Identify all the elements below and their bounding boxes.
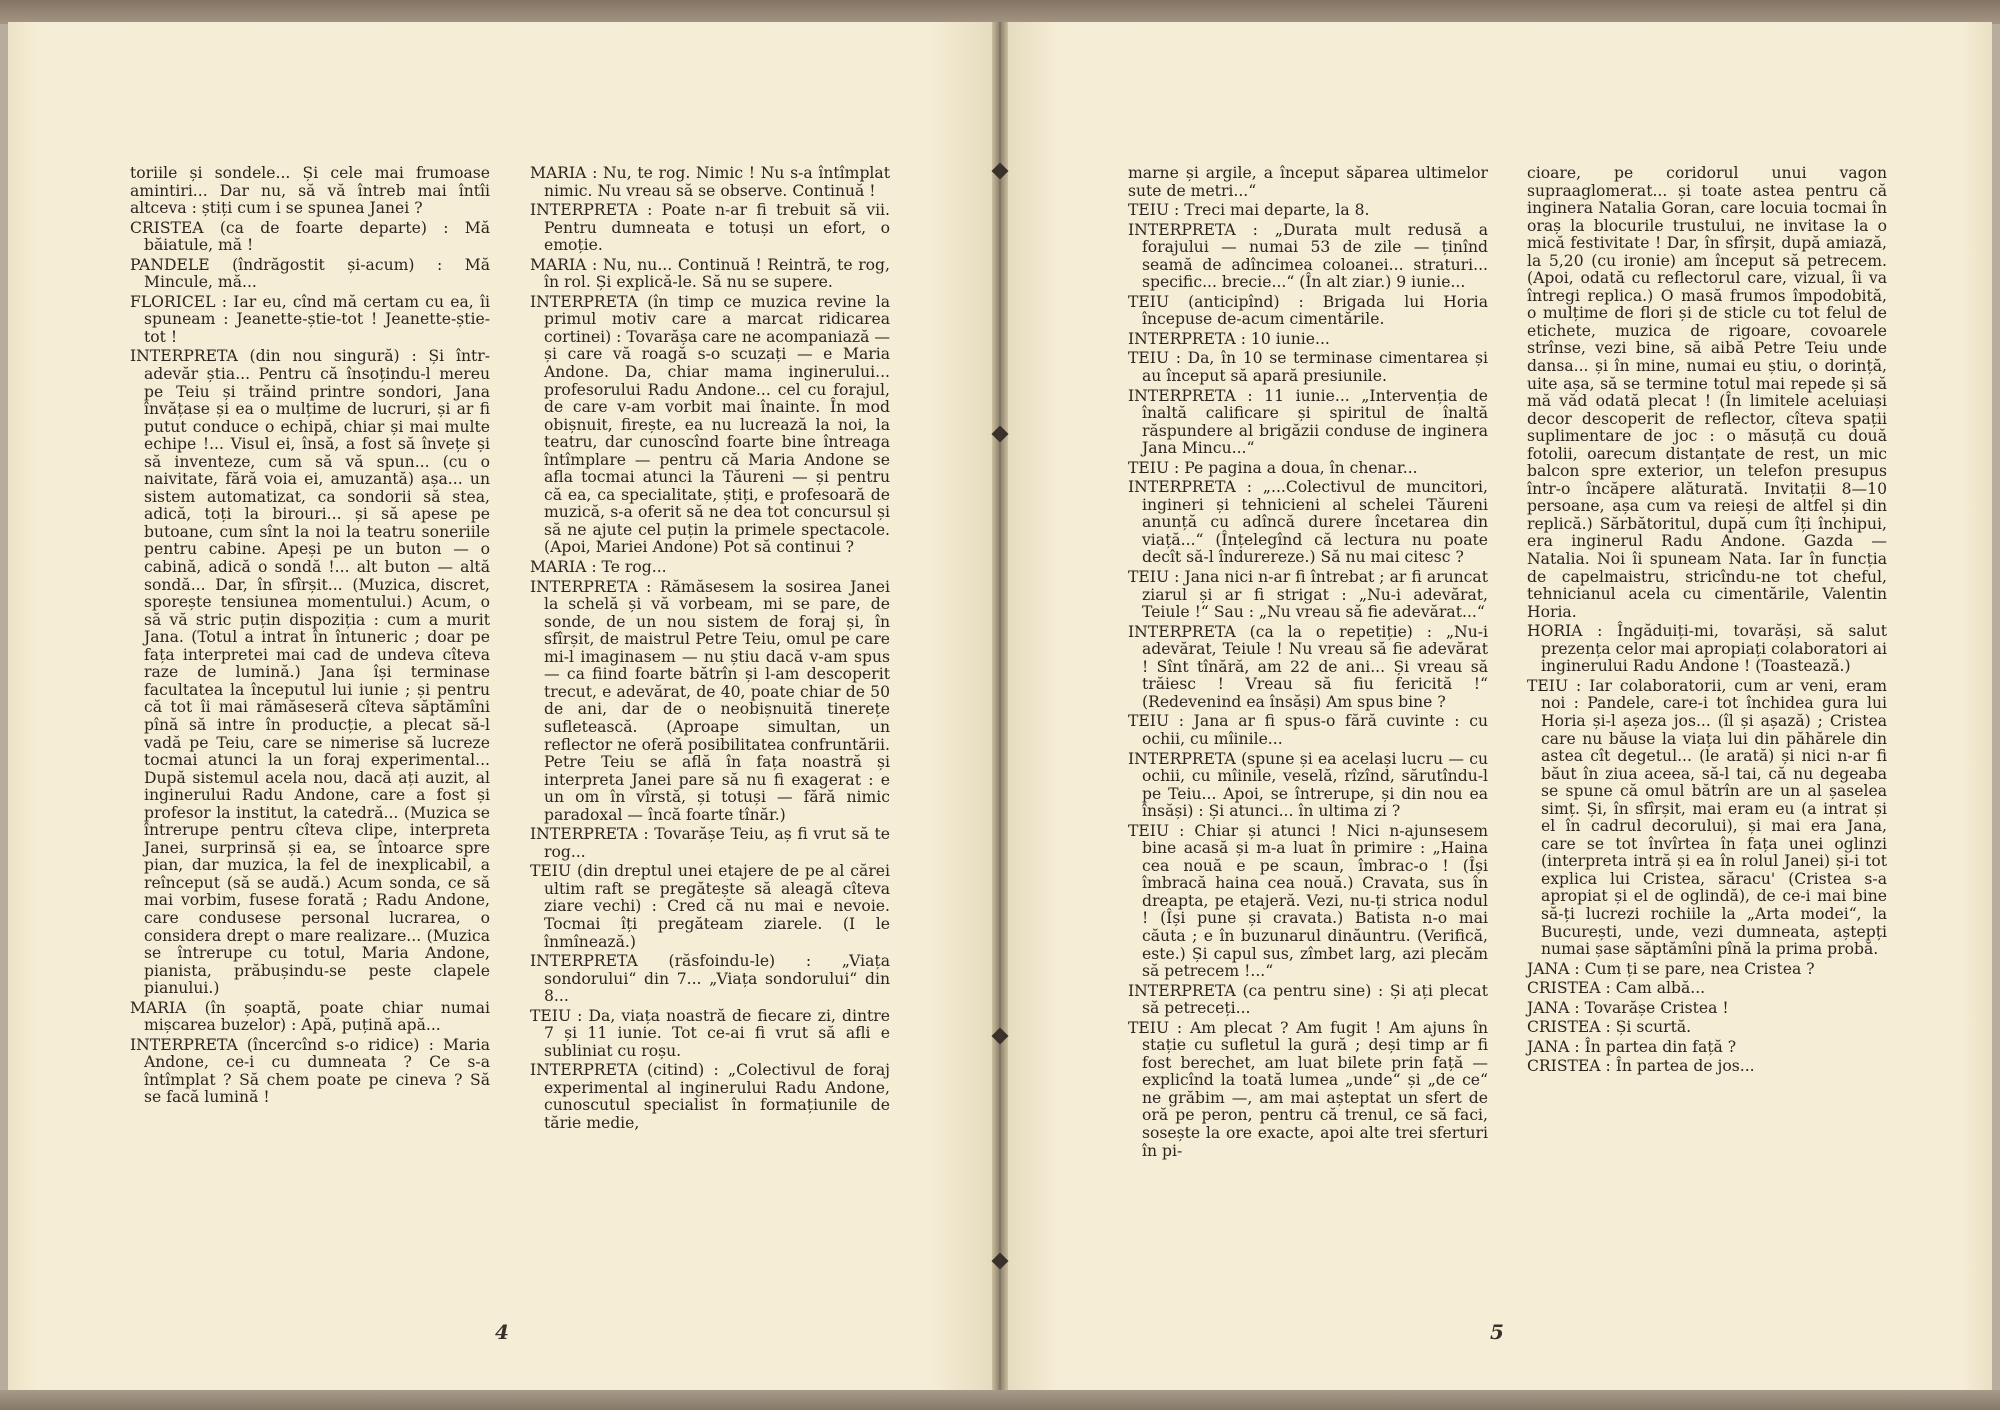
text-paragraph: CRISTEA : Cam albă... (1527, 979, 1706, 998)
book-cover-bottom (0, 1390, 2000, 1410)
text-paragraph: toriile și sondele... Și cele mai frumoase amintiri... Dar nu, să vă întreb mai întîi altceva : știți cum i se spunea Janei ? (130, 164, 490, 218)
text-paragraph: INTERPRETA (în timp ce muzica revine la primul motiv care a marcat ridicarea cortinei) : Tovarășa care ne acompaniază — și care vă roagă s-o scuzați — e Maria Andone. Da, chiar mama inginerului... profesorului Radu Andone... cel cu forajul, de care v-am vorbit mai înainte. În mod obișnuit, firește, ea nu lucrează la noi, la teatru, dar cunoscînd foarte bine întreaga întîmplare — pentru că Maria Andone se afla tocmai atunci la Tăureni — și pentru că ea, ca specialitate, știți, e profesoară de muzică, s-a oferit să ne dea tot concursul și să ne ajute cel puțin la primele spectacole. (Apoi, Mariei Andone) Pot să continui ? (530, 292, 890, 557)
text-paragraph: JANA : Tovarășe Cristea ! (1527, 998, 1729, 1017)
text-paragraph: HORIA : Îngăduiți-mi, tovarăși, să salut prezența celor mai apropiați colaboratori ai inginerului Radu Andone ! (Toastează.) (1527, 622, 1887, 676)
right-page (1000, 22, 1992, 1392)
book-spine (992, 22, 1008, 1392)
text-paragraph: INTERPRETA (încercînd s-o ridice) : Maria Andone, ce-i cu dumneata ? Ce s-a întîmplat ? Să chem poate pe cineva ? Să se facă lumină ! (130, 1035, 490, 1107)
text-paragraph: INTERPRETA (spune și ea același lucru — cu ochii, cu mîinile, veselă, rîzînd, sărutîndu-l pe Teiu... Apoi, se întrerupe, și din nou ea însăși) : Și atunci... în ultima zi ? (1128, 749, 1488, 821)
text-paragraph: INTERPRETA : 10 iunie... (1128, 329, 1330, 348)
text-paragraph: TEIU : Jana ar fi spus-o fără cuvinte : cu ochii, cu mîinile... (1128, 712, 1488, 748)
text-paragraph: TEIU : Jana nici n-ar fi întrebat ; ar fi aruncat ziarul și ar fi strigat : „Nu-i adevărat, Teiule !“ Sau : „Nu vreau să fie adevărat...“ (1128, 568, 1488, 622)
text-paragraph: INTERPRETA (răsfoindu-le) : „Viața sondorului“ din 7... „Viața sondorului“ din 8... (530, 952, 890, 1006)
text-paragraph: TEIU (din dreptul unei etajere de pe al cărei ultim raft se pregătește să aleagă cîteva ziare vechi) : Cred că nu mai e nevoie. Tocmai îți pregăteam ziarele. (I le înmînează.) (530, 862, 890, 951)
left-page-column-1 (130, 165, 490, 1109)
text-paragraph: marne și argile, a început săparea ultimelor sute de metri...“ (1128, 164, 1488, 200)
text-paragraph: MARIA : Nu, nu... Continuă ! Reintră, te rog, în rol. Și explică-le. Să nu se supere. (530, 255, 890, 292)
text-paragraph: CRISTEA : Și scurtă. (1527, 1018, 1692, 1037)
text-paragraph: TEIU (anticipînd) : Brigada lui Horia începuse de-acum cimentările. (1128, 292, 1488, 329)
text-paragraph: PANDELE (îndrăgostit și-acum) : Mă Mincule, mă... (130, 255, 490, 292)
text-paragraph: INTERPRETA (ca pentru sine) : Și ați plecat să petreceți... (1128, 981, 1488, 1018)
text-paragraph: INTERPRETA : Tovarășe Teiu, aș fi vrut să te rog... (530, 825, 890, 861)
text-paragraph: INTERPRETA : Rămăsesem la sosirea Janei la schelă și vă vorbeam, mi se pare, de sonde, de un nou sistem de foraj și, în sfîrșit, de maistrul Petre Teiu, omul pe care mi-l imaginasem — nu știu dacă v-am spus — ca fiind foarte bătrîn și l-am descoperit trecut, e adevărat, de 40, poate chiar de 50 de ani, dar de o neobișnuită tinerețe sufletească. (Aproape simultan, un reflector ne oferă posibilitatea confruntării. Petre Teiu se află în fața noastră și interpreta Janei pare să nu fi exagerat : e un om în vîrstă, și totuși — fără nimic paradoxal — încă foarte tînăr.) (530, 577, 890, 824)
text-paragraph: CRISTEA : În partea de jos... (1527, 1057, 1755, 1076)
text-paragraph: TEIU : Da, viața noastră de fiecare zi, dintre 7 și 11 iunie. Tot ce-ai fi vrut să afli e subliniat cu roșu. (530, 1006, 890, 1060)
text-paragraph: JANA : În partea din față ? (1527, 1037, 1737, 1056)
text-paragraph: TEIU : Da, în 10 se terminase cimentarea și au început să apară presiunile. (1128, 349, 1488, 386)
text-paragraph: INTERPRETA : „...Colectivul de muncitori, ingineri și tehnicieni al schelei Tăureni anunță cu adîncă durere încetarea din viață...“ (Înțelegînd că lectura nu poate decît să-l îndurereze.) Să nu mai citesc ? (1128, 478, 1488, 567)
text-paragraph: INTERPRETA (ca la o repetiție) : „Nu-i adevărat, Teiule ! Nu vreau să fie adevărat ! Sînt tînără, am 22 de ani... Și vreau să trăiesc ! Vreau să fiu fericită !“ (Redevenind ea însăși) Am spus bine ? (1128, 622, 1488, 711)
text-paragraph: MARIA (în șoaptă, poate chiar numai mișcarea buzelor) : Apă, puțină apă... (130, 998, 490, 1035)
text-paragraph: MARIA : Te rog... (530, 558, 667, 577)
text-paragraph: TEIU : Treci mai departe, la 8. (1128, 201, 1370, 220)
text-paragraph: INTERPRETA (din nou singură) : Și într-adevăr știa... Pentru că însoțindu-l mereu pe Teiu și trăind printre sondori, Jana învățase și ea o mulțime de lucruri, și ar fi putut conduce o echipă, chiar și mai multe echipe !... Visul ei, însă, a fost să învețe și să inventeze, cum să vă spun... (cu o naivitate, fără voia ei, amuzantă) așa... un sistem automatizat, ca sondorii să stea, adică, toți la birouri... și să apese pe butoane, cum sînt la noi la teatru soneriile pentru cabine. Apeși pe un buton — o cabină, adică o sondă !... alt buton — altă sondă... Dar, în sfîrșit... (Muzica, discret, sporește tensiunea momentului.) Acum, o să vă stric puțin dispoziția : cum a murit Jana. (Totul a intrat în întuneric ; doar pe fața interpretei mai cad de undeva cîteva raze de lumină.) Jana își terminase facultatea la începutul lui iunie ; și pentru că tot îi mai rămăseseră cîteva săptămîni pînă să intre în producție, a plecat să-l vadă pe Teiu, care se nimerise să lucreze tocmai atunci la un foraj experimental... După sistemul acela nou, dacă ați auzit, al inginerului Radu Andone, care a fost și profesor la institut, la catedră... (Muzica se întrerupe pentru cîteva clipe, interpreta Janei, surprinsă și ea, se întoarce spre pian, dar muzica, la fel de inexplicabil, a reînceput (să se audă.) Acum sonda, ce să mai vorbim, fusese forată ; Radu Andone, care condusese personal lucrarea, o considera drept o mare realizare... (Muzica se întrerupe cu totul, Maria Andone, pianista, prăbușindu-se peste clapele pianului.) (130, 347, 490, 998)
text-paragraph: INTERPRETA : „Durata mult redusă a forajului — numai 53 de zile — ținînd seamă de adîncimea coloanei... straturi... specific... brecie...“ (În alt ziar.) 9 iunie... (1128, 220, 1488, 292)
left-page (8, 22, 1000, 1392)
text-paragraph: MARIA : Nu, te rog. Nimic ! Nu s-a întîmplat nimic. Nu vreau să se observe. Continuă ! (530, 164, 890, 200)
page-number-left: 4 (495, 1320, 509, 1344)
text-paragraph: INTERPRETA : Poate n-ar fi trebuit să vii. Pentru dumneata e totuși un efort, o emoție. (530, 201, 890, 255)
text-paragraph: TEIU : Chiar și atunci ! Nici n-ajunsesem bine acasă și m-a luat în primire : „Haina cea nouă e pe scaun, îmbrac-o ! (Își îmbracă haina cea nouă.) Cravata, sus în dreapta, pe etajeră. Vezi, nu-ți strica nodul ! (Își pune și cravata.) Batista n-o mai căuta ; e în buzunarul dinăuntru. (Verifică, este.) Și capul sus, zîmbet larg, azi plecăm să petrecem !...“ (1128, 821, 1488, 981)
text-paragraph: JANA : Cum ți se pare, nea Cristea ? (1527, 959, 1815, 978)
text-paragraph: TEIU : Iar colaboratorii, cum ar veni, eram noi : Pandele, care-i tot închidea gura lui Horia și-l așeza jos... (îl și așază) ; Cristea care nu băuse la viața lui din păhărele din astea cît degetul... (le arată) și nici n-ar fi băut în ziua aceea, să-l tai, că nu degeaba se spune că omul bătrîn are un al șaselea simț. Și, în sfîrșit, mai eram eu (a intrat și el în cadrul decorului), și mai era Jana, care se tot învîrtea în fața unei oglinzi (interpreta intră și ea în rolul Janei) și-i tot explica lui Cristea, săracu' (Cristea s-a apropiat și el de oglindă), de ce-i mai bine să-ți lucrezi rochiile la „Arta modei“, la București, unde, vezi dumneata, aștepți numai șase săptămîni pînă la prima probă. (1527, 676, 1887, 959)
text-paragraph: TEIU : Am plecat ? Am fugit ! Am ajuns în stație cu sufletul la gură ; deși timp ar fi fost berechet, am luat bilete prin față — explicînd la toată lumea „unde“ și „de ce“ ne grăbim —, am mai așteptat un sfert de oră pe peron, pentru că trenul, ce să faci, sosește la ore exacte, apoi alte trei sferturi în pi- (1128, 1018, 1488, 1160)
text-paragraph: TEIU : Pe pagina a doua, în chenar... (1128, 458, 1418, 477)
book-cover-top (0, 0, 2000, 24)
text-paragraph: FLORICEL : Iar eu, cînd mă certam cu ea, îi spuneam : Jeanette-știe-tot ! Jeanette-știe-tot ! (130, 292, 490, 346)
text-paragraph: INTERPRETA : 11 iunie... „Intervenția de înaltă calificare și spiritul de înaltă răspundere al brigăzii conduse de inginera Jana Mincu...“ (1128, 386, 1488, 458)
text-paragraph: CRISTEA (ca de foarte departe) : Mă băiatule, mă ! (130, 218, 490, 255)
right-page-column-2 (1527, 165, 1887, 1078)
left-page-column-2 (530, 165, 890, 1135)
text-paragraph: INTERPRETA (citind) : „Colectivul de foraj experimental al inginerului Radu Andone, cunoscutul specialist în formațiunile de tărie medie, (530, 1061, 890, 1132)
page-number-right: 5 (1490, 1320, 1504, 1344)
text-paragraph: cioare, pe coridorul unui vagon supraaglomerat... și toate astea pentru că inginera Natalia Goran, care locuia tocmai în oraș la blocurile trustului, ne invitase la o mică festivitate ! Dar, în sfîrșit, după amiază, la 5,20 (cu ironie) am început să petrecem. (Apoi, odată cu reflectorul care, vizual, îi va întregi replica.) O masă frumos împodobită, o mulțime de flori și de sticle cu tot felul de etichete, muzica de rigoare, covoarele strînse, vezi bine, să aibă Petre Teiu unde dansa... și în mine, numai eu știu, o dorință, uite așa, să se termine totul mai repede și să mă văd odată plecat ! (În limitele aceluiași decor descoperit de reflector, cîteva spații suplimentare de joc : o măsuță cu două fotolii, oarecum distanțate de rest, un mic balcon spre exterior, un telefon presupus într-o încăpere alăturată. Invitații 8—10 persoane, așa cum va reieși de altfel și din replică.) Sărbătoritul, după cum îți închipui, era inginerul Radu Andone. Gazda — Natalia. Noi îi spuneam Nata. Iar în funcția de capelmaistru, stricîndu-ne tot cheful, tehnicianul acela cu cimentările, Valentin Horia. (1527, 164, 1887, 621)
right-page-column-1 (1128, 165, 1488, 1162)
